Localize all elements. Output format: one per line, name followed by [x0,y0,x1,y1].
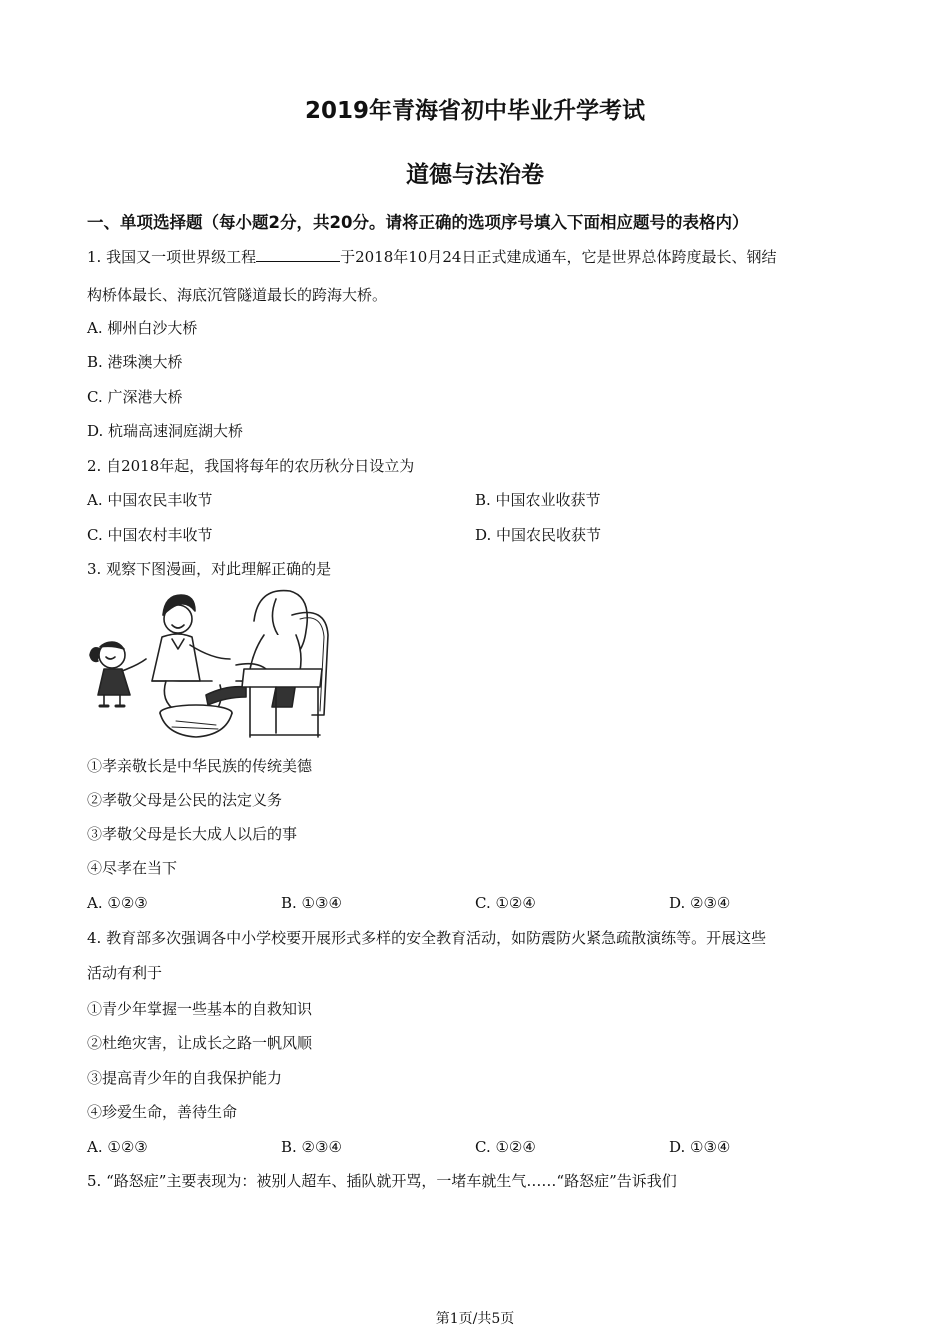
q3-option-c: C. ①②④ [475,894,536,912]
q2-option-d: D. 中国农民收获节 [475,526,602,544]
page-footer: 第1页/共5页 [435,1311,515,1327]
q3-statement-3: ③孝敬父母是长大成人以后的事 [87,825,298,843]
q3-stem: 3. 观察下图漫画，对此理解正确的是 [87,560,332,578]
q1-stem-line2: 构桥体最长、海底沉管隧道最长的跨海大桥。 [87,286,388,304]
q1-stem-post: 于2018年10月24日正式建成通车，它是世界总体跨度最长、钢结 [340,248,777,266]
q3-statement-2: ②孝敬父母是公民的法定义务 [87,791,283,809]
q2-option-b: B. 中国农业收获节 [475,491,601,509]
q1-option-d: D. 杭瑞高速洞庭湖大桥 [87,422,244,440]
wash-basin [160,705,232,737]
q5-stem: 5. “路怒症”主要表现为：被别人超车、插队就开骂，一堵车就生气……“路怒症”告诉我们 [87,1172,677,1190]
q4-option-c: C. ①②④ [475,1138,536,1156]
grandmother-figure [206,591,307,707]
q1-answer-blank [256,249,340,262]
q2-option-a: A. 中国农民丰收节 [87,491,213,509]
q3-statement-4: ④尽孝在当下 [87,859,178,877]
child-figure [90,642,146,706]
q1-stem-pre: 1. 我国又一项世界级工程 [87,248,257,266]
q4-option-a: A. ①②③ [87,1138,148,1156]
q3-option-b: B. ①③④ [281,894,342,912]
q4-option-b: B. ②③④ [281,1138,342,1156]
exam-title: 2019年青海省初中毕业升学考试 [304,98,645,124]
q1-option-b: B. 港珠澳大桥 [87,353,183,371]
section-heading: 一、单项选择题（每小题2分，共20分。请将正确的选项序号填入下面相应题号的表格内） [87,213,749,232]
q4-statement-2: ②杜绝灾害，让成长之路一帆风顺 [87,1034,313,1052]
q1-stem-line1 [87,247,776,267]
q3-option-d: D. ②③④ [669,894,731,912]
q2-option-c: C. 中国农村丰收节 [87,526,213,544]
q4-statement-4: ④珍爱生命，善待生命 [87,1103,238,1121]
q4-option-d: D. ①③④ [669,1138,731,1156]
q1-option-a: A. 柳州白沙大桥 [87,319,198,337]
q3-option-a: A. ①②③ [87,894,148,912]
exam-subtitle: 道德与法治卷 [406,162,544,188]
q4-stem-line2: 活动有利于 [87,964,163,982]
filial-piety-cartoon [86,585,336,745]
q4-statement-3: ③提高青少年的自我保护能力 [87,1069,283,1087]
q4-statement-1: ①青少年掌握一些基本的自救知识 [87,1000,313,1018]
q3-statement-1: ①孝亲敬长是中华民族的传统美德 [87,757,313,775]
q1-option-c: C. 广深港大桥 [87,388,183,406]
q2-stem: 2. 自2018年起，我国将每年的农历秋分日设立为 [87,457,415,475]
q4-stem-line1: 4. 教育部多次强调各中小学校要开展形式多样的安全教育活动，如防震防火紧急疏散演练等。开展这些 [87,929,767,947]
